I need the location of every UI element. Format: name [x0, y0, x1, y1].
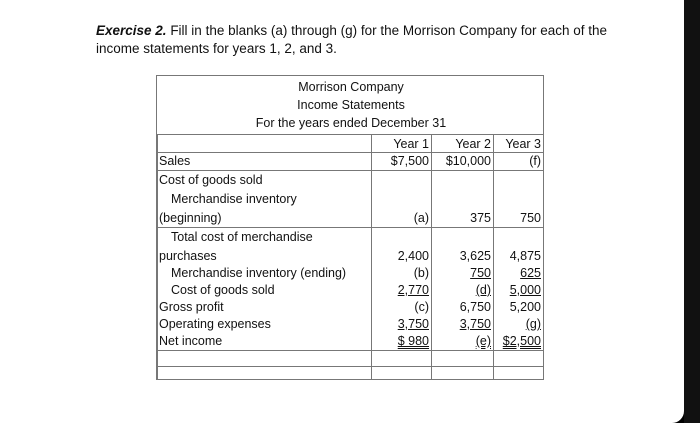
- header-year-1: Year 1: [393, 137, 429, 151]
- cell-year-1: 2,400: [397, 249, 429, 263]
- statement-title: Income Statements: [297, 98, 405, 112]
- income-statement-table: [156, 75, 544, 380]
- exercise-number: Exercise 2.: [96, 23, 167, 38]
- cell-year-2: (e): [475, 334, 491, 348]
- statement-period: For the years ended December 31: [255, 116, 447, 130]
- row-label: (beginning): [159, 211, 222, 225]
- screen-edge: [684, 0, 700, 423]
- cell-year-2: (d): [475, 283, 491, 297]
- cell-year-3: 5,200: [509, 300, 541, 314]
- cell-year-2: 3,625: [459, 249, 491, 263]
- company-name: Morrison Company: [298, 80, 404, 94]
- grid-line: [157, 170, 543, 171]
- grid-line: [157, 227, 543, 228]
- row-gross-profit: [157, 299, 543, 315]
- row-operating-expenses: [157, 316, 543, 332]
- row-net-income: [157, 333, 543, 349]
- cell-year-2: 750: [470, 266, 491, 280]
- row-merch-inv-begin-1: [157, 191, 543, 207]
- row-merch-inv-end: [157, 265, 543, 281]
- row-sales: [157, 153, 543, 169]
- row-cogs: [157, 282, 543, 298]
- row-label: Sales: [159, 154, 191, 168]
- cell-year-1: (b): [413, 266, 429, 280]
- cell-year-2: 3,750: [459, 317, 491, 331]
- cell-year-3: 5,000: [509, 283, 541, 297]
- row-label: Merchandise inventory (ending): [171, 266, 347, 280]
- header-year-3: Year 3: [505, 137, 541, 151]
- cell-year-1: 3,750: [397, 317, 429, 331]
- row-merch-inv-begin-2: [157, 210, 543, 226]
- row-label: Merchandise inventory: [171, 192, 297, 206]
- grid-line: [157, 366, 543, 367]
- grid-line: [493, 134, 494, 380]
- header-year-2: Year 2: [455, 137, 491, 151]
- row-label: Cost of goods sold: [159, 173, 263, 187]
- cell-year-1: (c): [414, 300, 429, 314]
- row-label: Total cost of merchandise: [171, 230, 313, 244]
- cell-year-1: $7,500: [390, 154, 429, 168]
- cell-year-3: 625: [520, 266, 541, 280]
- cell-year-2: 6,750: [459, 300, 491, 314]
- row-label: purchases: [159, 249, 217, 263]
- grid-line: [157, 134, 543, 135]
- exercise-instructions: Fill in the blanks (a) through (g) for the Morrison Company for each of the income statements for years 1, 2, and 3.: [96, 23, 608, 56]
- column-header-row: [157, 136, 543, 152]
- grid-line: [157, 152, 543, 153]
- row-label: Gross profit: [159, 300, 224, 314]
- row-label: Operating expenses: [159, 317, 271, 331]
- grid-line: [371, 134, 372, 380]
- row-total-cost-1: [157, 229, 543, 245]
- exercise-heading: [96, 22, 636, 58]
- row-label: Cost of goods sold: [171, 283, 275, 297]
- cell-year-2: $10,000: [445, 154, 491, 168]
- cell-year-3: $2,500: [502, 334, 541, 348]
- cell-year-2: 375: [470, 211, 491, 225]
- grid-line: [157, 134, 158, 380]
- row-label: Net income: [159, 334, 223, 348]
- cell-year-3: 750: [520, 211, 541, 225]
- grid-line: [431, 134, 432, 380]
- cell-year-3: (g): [525, 317, 541, 331]
- cell-year-1: $ 980: [397, 334, 429, 348]
- cell-year-1: (a): [413, 211, 429, 225]
- cell-year-3: (f): [529, 154, 541, 168]
- row-total-cost-2: [157, 248, 543, 264]
- cell-year-3: 4,875: [509, 249, 541, 263]
- row-cogs-section: [157, 172, 543, 188]
- grid-line: [157, 350, 543, 351]
- cell-year-1: 2,770: [397, 283, 429, 297]
